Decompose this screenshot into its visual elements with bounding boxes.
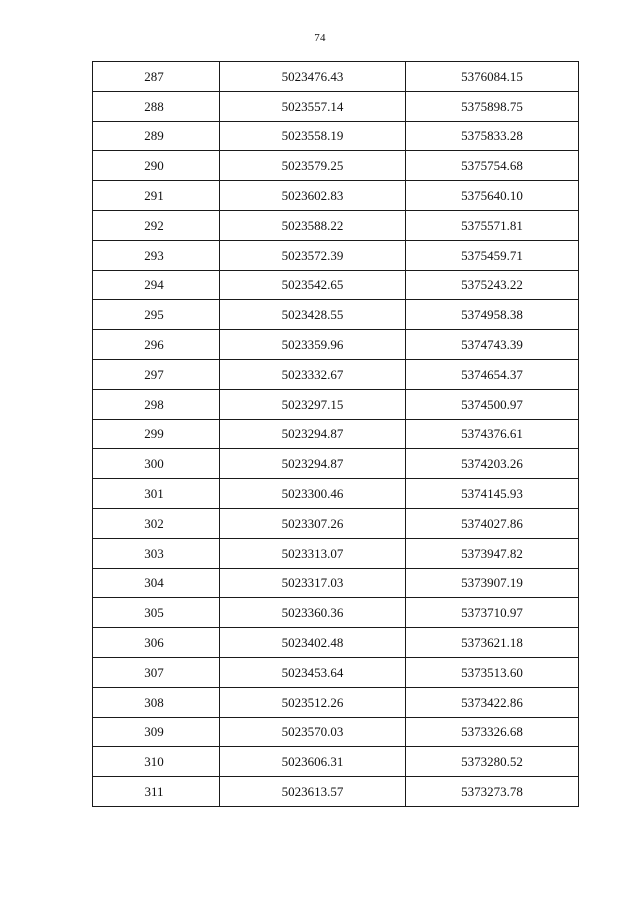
- x-coordinate-cell: 5023588.22: [220, 210, 406, 240]
- x-coordinate-cell: 5023453.64: [220, 657, 406, 687]
- y-coordinate-cell: 5373513.60: [406, 657, 579, 687]
- y-coordinate-cell: 5374743.39: [406, 330, 579, 360]
- point-number-cell: 290: [93, 151, 220, 181]
- table-row: [93, 270, 579, 300]
- x-coordinate-cell: 5023300.46: [220, 479, 406, 509]
- x-coordinate-cell: 5023558.19: [220, 121, 406, 151]
- page-number: 74: [314, 32, 326, 44]
- point-number-cell: 289: [93, 121, 220, 151]
- y-coordinate-cell: 5374027.86: [406, 508, 579, 538]
- point-number-cell: 304: [93, 568, 220, 598]
- x-coordinate-cell: 5023512.26: [220, 687, 406, 717]
- point-number-cell: 291: [93, 181, 220, 211]
- table-row: [93, 479, 579, 509]
- table-row: [93, 330, 579, 360]
- table-row: [93, 508, 579, 538]
- x-coordinate-cell: 5023613.57: [220, 777, 406, 807]
- table-row: [93, 151, 579, 181]
- x-coordinate-cell: 5023294.87: [220, 449, 406, 479]
- point-number-cell: 298: [93, 389, 220, 419]
- y-coordinate-cell: 5374958.38: [406, 300, 579, 330]
- table-row: [93, 777, 579, 807]
- y-coordinate-cell: 5375243.22: [406, 270, 579, 300]
- point-number-cell: 302: [93, 508, 220, 538]
- point-number-cell: 293: [93, 240, 220, 270]
- y-coordinate-cell: 5375571.81: [406, 210, 579, 240]
- point-number-cell: 308: [93, 687, 220, 717]
- y-coordinate-cell: 5375754.68: [406, 151, 579, 181]
- table-row: [93, 657, 579, 687]
- table-row: [93, 419, 579, 449]
- table-row: [93, 389, 579, 419]
- point-number-cell: 296: [93, 330, 220, 360]
- x-coordinate-cell: 5023557.14: [220, 91, 406, 121]
- x-coordinate-cell: 5023428.55: [220, 300, 406, 330]
- point-number-cell: 303: [93, 538, 220, 568]
- y-coordinate-cell: 5373710.97: [406, 598, 579, 628]
- point-number-cell: 310: [93, 747, 220, 777]
- table-row: [93, 240, 579, 270]
- x-coordinate-cell: 5023570.03: [220, 717, 406, 747]
- point-number-cell: 295: [93, 300, 220, 330]
- point-number-cell: 288: [93, 91, 220, 121]
- point-number-cell: 294: [93, 270, 220, 300]
- y-coordinate-cell: 5374203.26: [406, 449, 579, 479]
- x-coordinate-cell: 5023313.07: [220, 538, 406, 568]
- x-coordinate-cell: 5023402.48: [220, 628, 406, 658]
- y-coordinate-cell: 5374376.61: [406, 419, 579, 449]
- x-coordinate-cell: 5023297.15: [220, 389, 406, 419]
- table-row: [93, 598, 579, 628]
- y-coordinate-cell: 5373280.52: [406, 747, 579, 777]
- table-row: [93, 181, 579, 211]
- table-row: [93, 210, 579, 240]
- point-number-cell: 311: [93, 777, 220, 807]
- point-number-cell: 307: [93, 657, 220, 687]
- table-row: [93, 62, 579, 92]
- x-coordinate-cell: 5023294.87: [220, 419, 406, 449]
- y-coordinate-cell: 5373422.86: [406, 687, 579, 717]
- table-body: [93, 62, 579, 807]
- x-coordinate-cell: 5023307.26: [220, 508, 406, 538]
- y-coordinate-cell: 5375640.10: [406, 181, 579, 211]
- y-coordinate-cell: 5375833.28: [406, 121, 579, 151]
- table-row: [93, 628, 579, 658]
- x-coordinate-cell: 5023542.65: [220, 270, 406, 300]
- point-number-cell: 287: [93, 62, 220, 92]
- table-row: [93, 300, 579, 330]
- x-coordinate-cell: 5023476.43: [220, 62, 406, 92]
- point-number-cell: 305: [93, 598, 220, 628]
- point-number-cell: 292: [93, 210, 220, 240]
- y-coordinate-cell: 5375898.75: [406, 91, 579, 121]
- x-coordinate-cell: 5023602.83: [220, 181, 406, 211]
- y-coordinate-cell: 5373947.82: [406, 538, 579, 568]
- y-coordinate-cell: 5374500.97: [406, 389, 579, 419]
- x-coordinate-cell: 5023572.39: [220, 240, 406, 270]
- x-coordinate-cell: 5023579.25: [220, 151, 406, 181]
- point-number-cell: 306: [93, 628, 220, 658]
- point-number-cell: 297: [93, 359, 220, 389]
- y-coordinate-cell: 5373273.78: [406, 777, 579, 807]
- point-number-cell: 299: [93, 419, 220, 449]
- table-row: [93, 568, 579, 598]
- table-row: [93, 449, 579, 479]
- table-row: [93, 538, 579, 568]
- x-coordinate-cell: 5023359.96: [220, 330, 406, 360]
- coordinates-table: [92, 61, 579, 807]
- table-row: [93, 717, 579, 747]
- y-coordinate-cell: 5374654.37: [406, 359, 579, 389]
- x-coordinate-cell: 5023317.03: [220, 568, 406, 598]
- point-number-cell: 300: [93, 449, 220, 479]
- y-coordinate-cell: 5375459.71: [406, 240, 579, 270]
- table-row: [93, 687, 579, 717]
- table-row: [93, 121, 579, 151]
- x-coordinate-cell: 5023332.67: [220, 359, 406, 389]
- point-number-cell: 309: [93, 717, 220, 747]
- y-coordinate-cell: 5374145.93: [406, 479, 579, 509]
- table-row: [93, 91, 579, 121]
- y-coordinate-cell: 5376084.15: [406, 62, 579, 92]
- table-row: [93, 747, 579, 777]
- y-coordinate-cell: 5373907.19: [406, 568, 579, 598]
- x-coordinate-cell: 5023606.31: [220, 747, 406, 777]
- table-row: [93, 359, 579, 389]
- x-coordinate-cell: 5023360.36: [220, 598, 406, 628]
- y-coordinate-cell: 5373621.18: [406, 628, 579, 658]
- point-number-cell: 301: [93, 479, 220, 509]
- y-coordinate-cell: 5373326.68: [406, 717, 579, 747]
